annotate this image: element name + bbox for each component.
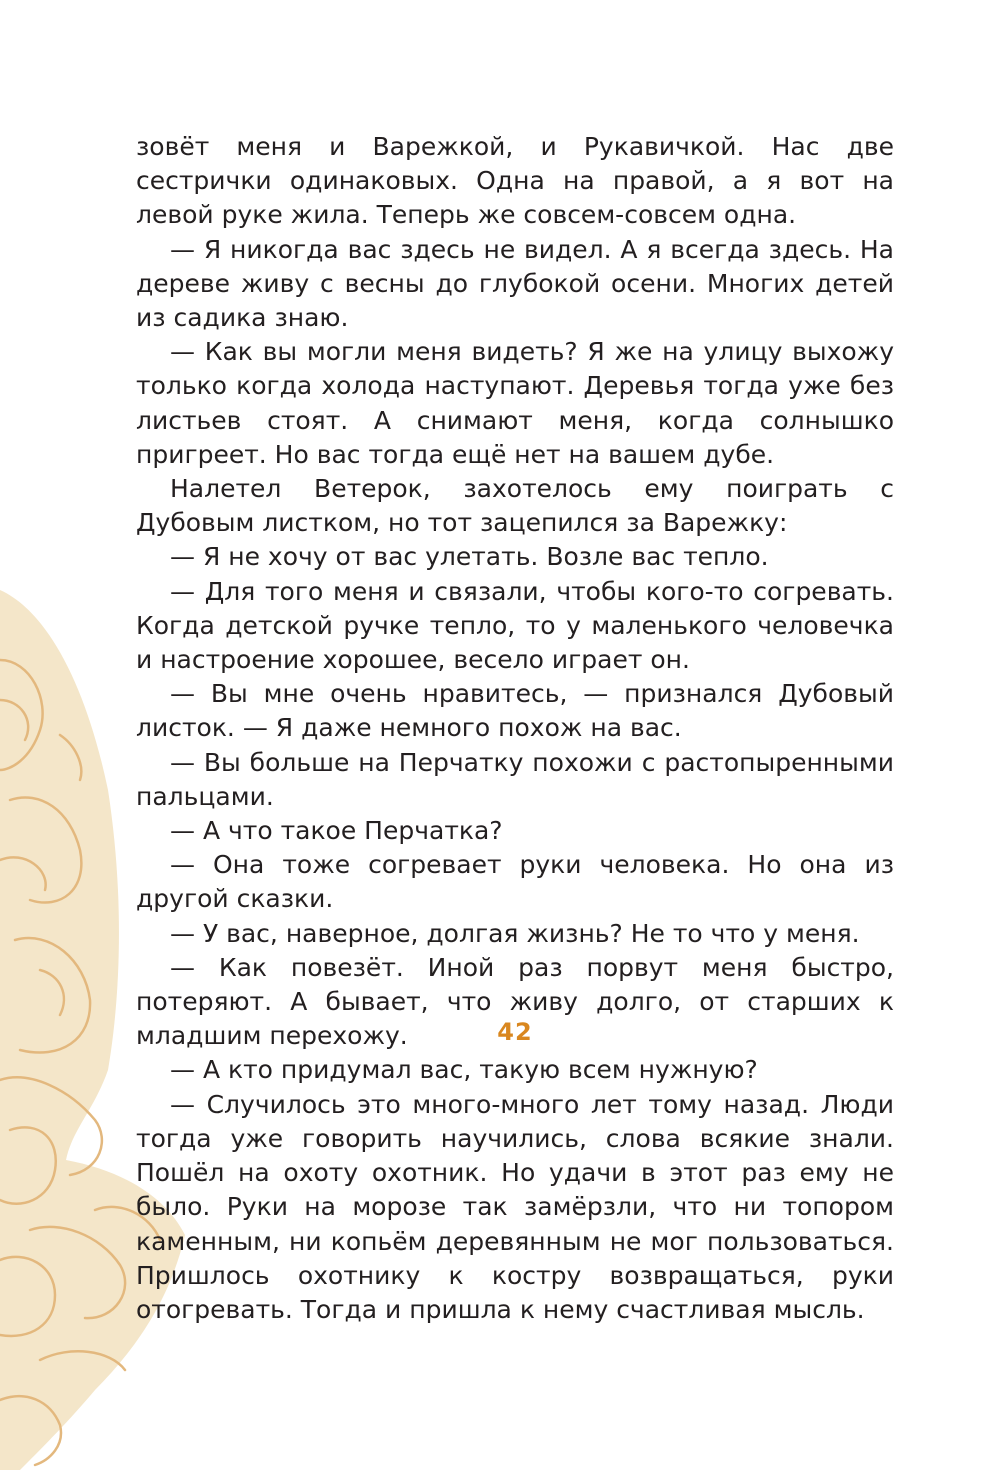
paragraph: зовёт меня и Варежкой, и Рукавичкой. Нас две сестрички одинаковых. Одна на правой, а я вот на левой руке жила. Теперь же совсем-совсем одна. — [136, 132, 894, 230]
paragraph: — Вы больше на Перчатку похожи с растопыренными пальцами. — [136, 747, 894, 811]
paragraph: — Вы мне очень нравитесь, — признался Дубовый листок. — Я даже немного похож на вас. — [136, 679, 894, 743]
paragraph: — Как повезёт. Иной раз порвут меня быстро, потеряют. А бывает, что живу долго, от старших к младшим перехожу. — [136, 952, 894, 1051]
page-number: 42 — [497, 1018, 533, 1046]
paragraph: — А что такое Перчатка? — [170, 816, 503, 846]
paragraph: — Как вы могли меня видеть? Я же на улицу выхожу только когда холода наступают. Деревья тогда уже без листьев стоят. А снимают меня, когда солнышко пригреет. Но вас тогда ещё нет на вашем дубе. — [136, 337, 894, 469]
paragraph: — Я никогда вас здесь не видел. А я всегда здесь. На дереве живу с весны до глубокой осени. Многих детей из садика знаю. — [136, 234, 894, 333]
story-text — [136, 130, 894, 1327]
paragraph: — Для того меня и связали, чтобы кого-то согревать. Когда детской ручке тепло, то у маленького человечка и настроение хорошее, весело играет он. — [136, 576, 894, 675]
paragraph: — Случилось это много-много лет тому назад. Люди тогда уже говорить научились, слова всякие знали. Пошёл на охоту охотник. Но удачи в этот раз ему не было. Руки на морозе так замёрзли, что ни топором каменным, ни копьём деревянным не мог пользоваться. Пришлось охотнику к костру возвращаться, руки отогревать. Тогда и пришла к нему счастливая мысль. — [136, 1089, 894, 1324]
paragraph: — Она тоже согревает руки человека. Но она из другой сказки. — [136, 850, 894, 914]
paragraph: Налетел Ветерок, захотелось ему поиграть с Дубовым листком, но тот зацепился за Варежку: — [136, 474, 894, 538]
paragraph: — У вас, наверное, долгая жизнь? Не то что у меня. — [170, 918, 860, 948]
paragraph: — Я не хочу от вас улетать. Возле вас тепло. — [170, 542, 769, 572]
paragraph: — А кто придумал вас, такую всем нужную? — [170, 1055, 758, 1085]
